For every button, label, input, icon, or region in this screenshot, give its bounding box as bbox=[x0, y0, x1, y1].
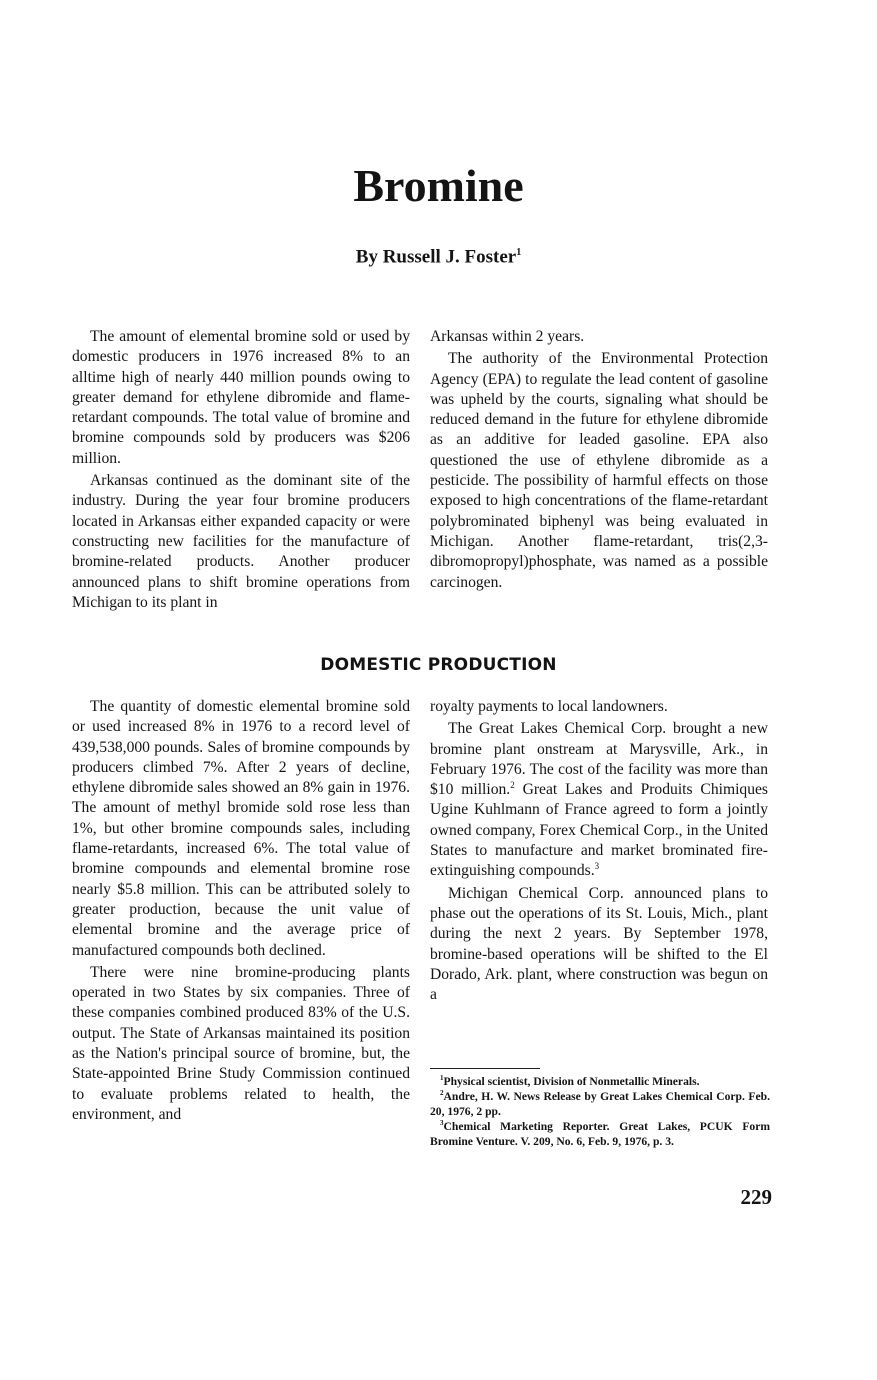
intro-left-column bbox=[72, 327, 410, 613]
footnote-ref: 3 bbox=[594, 861, 600, 872]
paragraph-text: Great Lakes and Produits Chimiques Ugine Kuhlmann of France agreed to form a jointly owned company, Forex Chemical Corp., in the United States to manufacture and market brominated fire-extinguishing compounds. bbox=[430, 781, 768, 880]
footnote-ref: 1 bbox=[516, 247, 522, 258]
paragraph: The quantity of domestic elemental bromine sold or used increased 8% in 1976 to a record level of 439,538,000 pounds. Sales of bromine compounds by producers climbed 7%. After 2 years of decline, ethylene dibromide sales showed an 8% gain in 1976. The amount of methyl bromide sold rose less than 1%, but other bromine compounds sales, including flame-retardants, increased 6%. The total value of bromine compounds and elemental bromine rose nearly $5.8 million. This can be attributed solely to greater production, because the unit value of elemental bromine and the average price of manufactured compounds both declined. bbox=[72, 698, 410, 959]
footnotes bbox=[430, 1074, 770, 1149]
paragraph-continued: Arkansas within 2 years. bbox=[430, 328, 585, 345]
page-number: 229 bbox=[740, 1185, 772, 1209]
footnote bbox=[430, 1074, 770, 1089]
paragraph bbox=[430, 719, 768, 881]
section-heading: DOMESTIC PRODUCTION bbox=[320, 655, 557, 675]
footnote-number: 1 bbox=[440, 1074, 444, 1083]
footnote-number: 3 bbox=[440, 1119, 444, 1128]
paragraph: Arkansas continued as the dominant site of the industry. During the year four bromine producers located in Arkansas either expanded capacity or were constructing new facilities for the manufacture of bromine-related products. Another producer announced plans to shift bromine operations from Michigan to its plant in bbox=[72, 472, 410, 611]
paragraph: The amount of elemental bromine sold or used by domestic producers in 1976 increased 8% to an alltime high of nearly 440 million pounds owing to greater demand for ethylene dibromide and flame-retardant compounds. The total value of bromine and bromine compounds sold by producers was $206 million. bbox=[72, 328, 410, 467]
author-byline bbox=[0, 240, 877, 270]
paragraph-text: The Great Lakes Chemical Corp. brought a new bromine plant onstream at Marysville, Ark., in February 1976. The cost of the facility was more than $10 million. bbox=[430, 720, 768, 799]
footnote-number: 2 bbox=[440, 1089, 444, 1098]
domestic-right-column bbox=[430, 697, 768, 1005]
page-title: Bromine bbox=[353, 160, 524, 211]
footnote-ref: 2 bbox=[510, 780, 515, 790]
domestic-left-column bbox=[72, 697, 410, 1125]
footnote bbox=[430, 1119, 770, 1149]
paragraph-continued: royalty payments to local landowners. bbox=[430, 698, 668, 715]
paragraph: Michigan Chemical Corp. announced plans to phase out the operations of its St. Louis, Mich., plant during the next 2 years. By September 1978, bromine-based operations will be shifted to the El Dorado, Ark. plant, where construction was begun on a bbox=[430, 884, 768, 1004]
footnote-text: Chemical Marketing Reporter. Great Lakes, PCUK Form Bromine Venture. V. 209, No. 6, Feb. 9, 1976, p. 3. bbox=[430, 1120, 770, 1148]
intro-right-column bbox=[430, 327, 768, 593]
footnote bbox=[430, 1089, 770, 1119]
footnote-divider bbox=[430, 1068, 540, 1069]
paragraph: There were nine bromine-producing plants operated in two States by six companies. Three of these companies combined produced 83% of the U.S. output. The State of Arkansas maintained its position as the Nation's principal source of bromine, but, the State-appointed Brine Study Commission continued to evaluate problems related to health, the environment, and bbox=[72, 963, 410, 1123]
paragraph: The authority of the Environmental Protection Agency (EPA) to regulate the lead content of gasoline was upheld by the courts, signaling what should be reduced demand in the future for ethylene dibromide as an additive for leaded gasoline. EPA also questioned the use of ethylene dibromide as a pesticide. The possibility of harmful effects on those exposed to high concentrations of the flame-retardant polybrominated biphenyl was being evaluated in Michigan. Another flame-retardant, tris(2,3-dibromopropyl)phosphate, was named as a possible carcinogen. bbox=[430, 350, 768, 591]
footnote-text: Physical scientist, Division of Nonmetallic Minerals. bbox=[443, 1075, 700, 1088]
footnote-text: Andre, H. W. News Release by Great Lakes Chemical Corp. Feb. 20, 1976, 2 pp. bbox=[430, 1090, 770, 1118]
author-name: By Russell J. Foster bbox=[355, 246, 517, 268]
